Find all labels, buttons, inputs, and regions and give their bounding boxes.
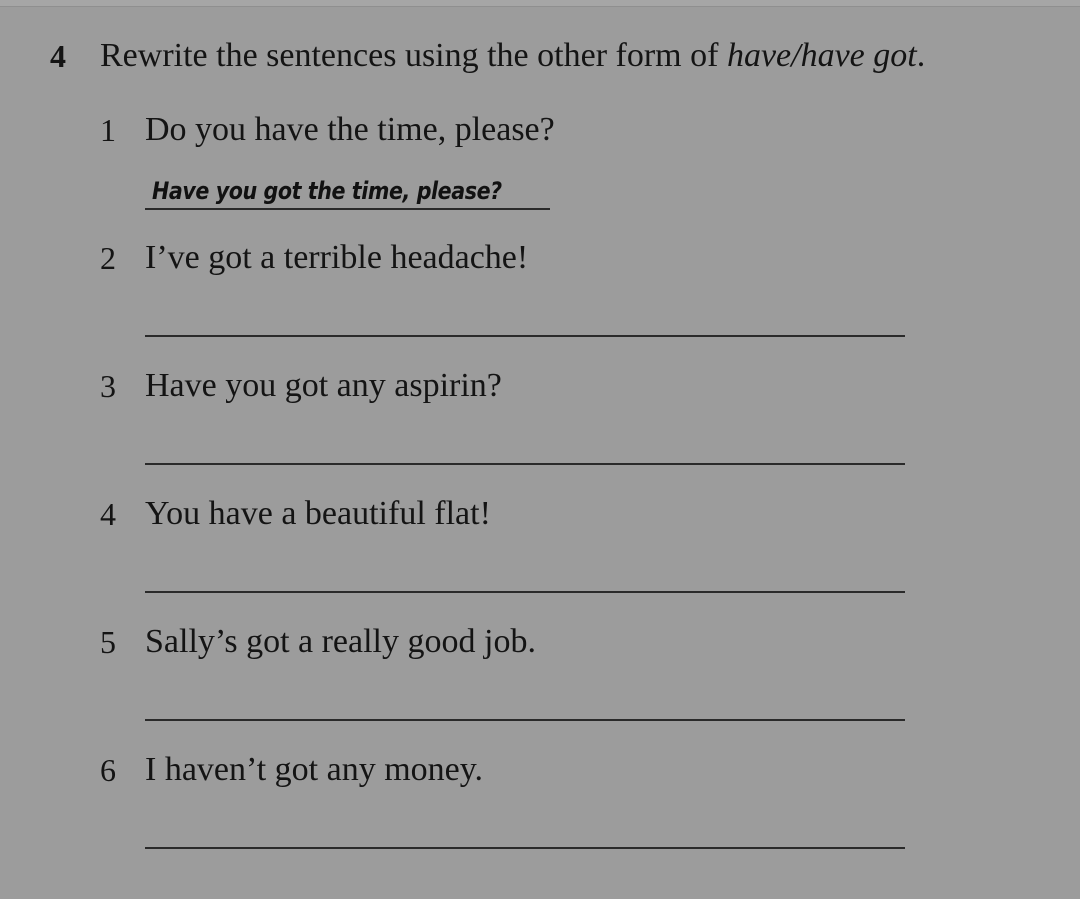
- exercise-item-1: [0, 110, 1080, 230]
- instruction-text: Rewrite the sentences using the other form of: [100, 37, 727, 74]
- item-number: 3: [100, 368, 116, 404]
- page-top-border: [0, 0, 1080, 7]
- exercise-number: 4: [50, 38, 66, 74]
- exercise-item-2: [0, 238, 1080, 358]
- item-number: 2: [100, 240, 116, 276]
- exercise-item-6: [0, 750, 1080, 870]
- item-sentence: I haven’t got any money.: [145, 751, 484, 788]
- answer-line[interactable]: [145, 719, 905, 721]
- item-number: 6: [100, 752, 116, 788]
- instruction-period: .: [916, 37, 926, 74]
- item-sentence: You have a beautiful flat!: [145, 495, 491, 532]
- answer-line[interactable]: [145, 208, 550, 210]
- item-number: 5: [100, 624, 116, 660]
- answer-line[interactable]: [145, 463, 905, 465]
- answer-line[interactable]: [145, 335, 905, 337]
- item-number: 4: [100, 496, 116, 532]
- item-sentence: I’ve got a terrible headache!: [145, 239, 529, 276]
- exercise-instruction: [100, 36, 925, 76]
- item-number: 1: [100, 112, 116, 148]
- item-sentence: Have you got any aspirin?: [145, 367, 502, 404]
- exercise-item-4: [0, 494, 1080, 614]
- instruction-form: have/have got: [726, 37, 917, 74]
- item-sentence: Do you have the time, please?: [145, 111, 555, 148]
- answer-line[interactable]: [145, 591, 905, 593]
- answer-line[interactable]: [145, 847, 905, 849]
- item-sentence: Sally’s got a really good job.: [145, 623, 536, 660]
- exercise-item-5: [0, 622, 1080, 742]
- handwritten-answer: Have you got the time, please?: [152, 177, 502, 205]
- exercise-item-3: [0, 366, 1080, 486]
